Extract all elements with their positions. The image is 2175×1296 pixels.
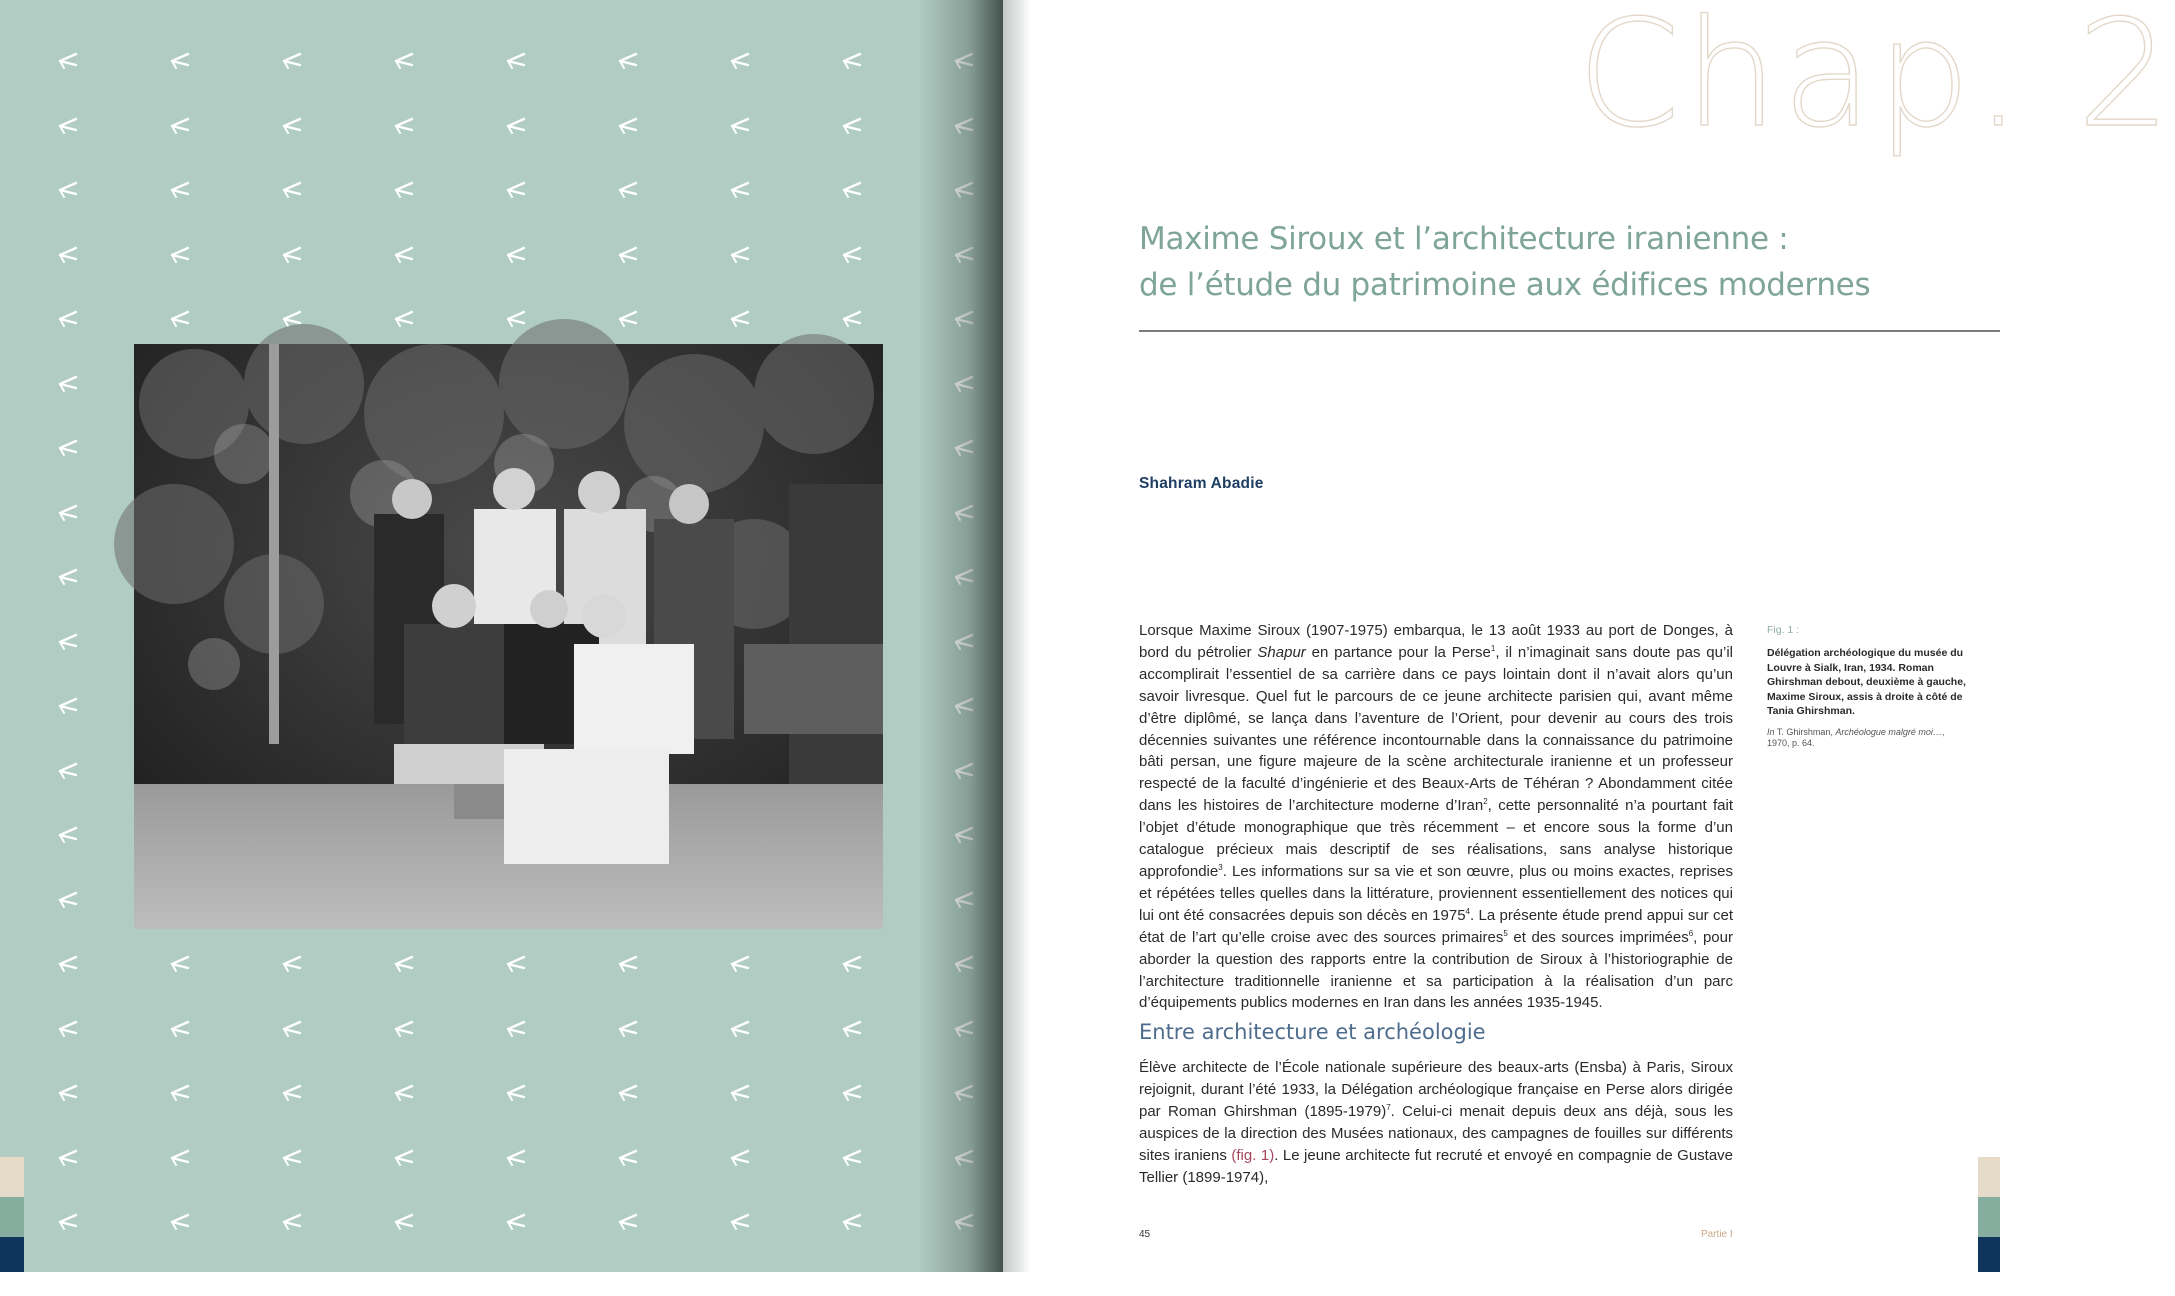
chevron-left-icon bbox=[504, 1020, 528, 1038]
color-swatch-navy bbox=[1978, 1237, 2000, 1272]
chevron-left-icon bbox=[56, 762, 80, 780]
chevron-left-icon bbox=[840, 1020, 864, 1038]
chevron-left-icon bbox=[392, 246, 416, 264]
left-page bbox=[0, 0, 1003, 1272]
footnote-ref[interactable]: 2 bbox=[1483, 797, 1488, 807]
chevron-left-icon bbox=[952, 1084, 976, 1102]
chevron-left-icon bbox=[952, 568, 976, 586]
chevron-left-icon bbox=[168, 1084, 192, 1102]
chevron-left-icon bbox=[952, 1020, 976, 1038]
author-name: Shahram Abadie bbox=[1139, 475, 1264, 492]
chevron-left-icon bbox=[168, 1020, 192, 1038]
chevron-left-icon bbox=[56, 1084, 80, 1102]
text-run: et des sources imprimées bbox=[1507, 928, 1689, 946]
chevron-left-icon bbox=[56, 117, 80, 135]
footnote-ref[interactable]: 4 bbox=[1465, 906, 1470, 916]
color-swatch-cream bbox=[0, 1157, 24, 1197]
chevron-left-icon bbox=[392, 1278, 416, 1296]
chevron-left-icon bbox=[616, 1278, 640, 1296]
footnote-ref[interactable]: 7 bbox=[1386, 1102, 1391, 1112]
chevron-left-icon bbox=[952, 52, 976, 70]
chevron-left-icon bbox=[840, 1084, 864, 1102]
chevron-left-icon bbox=[952, 1149, 976, 1167]
page-fold-shadow bbox=[1003, 0, 1031, 1272]
chevron-left-icon bbox=[504, 1149, 528, 1167]
chevron-left-icon bbox=[56, 955, 80, 973]
chevron-left-icon bbox=[504, 52, 528, 70]
chevron-left-icon bbox=[616, 1020, 640, 1038]
chevron-left-icon bbox=[840, 52, 864, 70]
chevron-left-icon bbox=[952, 504, 976, 522]
chevron-left-icon bbox=[392, 1213, 416, 1231]
chevron-left-icon bbox=[168, 1278, 192, 1296]
chevron-left-icon bbox=[56, 181, 80, 199]
chevron-left-icon bbox=[952, 633, 976, 651]
chevron-left-icon bbox=[280, 117, 304, 135]
title-line-2: de l’étude du patrimoine aux édifices modernes bbox=[1139, 267, 1871, 303]
chevron-left-icon bbox=[840, 117, 864, 135]
chevron-left-icon bbox=[168, 181, 192, 199]
chevron-left-icon bbox=[952, 826, 976, 844]
text-run: Élève architecte de l’École nationale supérieure des beaux-arts (Ensba) à Paris, Siroux rejoignit, durant l’été 1933, la Délégation archéologique française en Perse alors dirigée par Roman Ghirshman (1895-1979) bbox=[1139, 1059, 1733, 1120]
figure-label: Fig. 1 : bbox=[1767, 624, 1800, 636]
chevron-left-icon bbox=[952, 891, 976, 909]
text-run: en partance pour la Perse bbox=[1305, 643, 1491, 661]
body-paragraph-2 bbox=[1139, 1057, 1733, 1188]
chevron-left-icon bbox=[504, 310, 528, 328]
chevron-left-icon bbox=[616, 181, 640, 199]
chevron-left-icon bbox=[168, 52, 192, 70]
chevron-left-icon bbox=[280, 1213, 304, 1231]
chevron-left-icon bbox=[168, 117, 192, 135]
chevron-left-icon bbox=[56, 697, 80, 715]
chevron-left-icon bbox=[840, 1149, 864, 1167]
chevron-left-icon bbox=[56, 246, 80, 264]
chevron-left-icon bbox=[728, 1149, 752, 1167]
chevron-left-icon bbox=[392, 955, 416, 973]
chevron-left-icon bbox=[952, 762, 976, 780]
chevron-left-icon bbox=[504, 1213, 528, 1231]
chevron-left-icon bbox=[728, 52, 752, 70]
footnote-ref[interactable]: 6 bbox=[1688, 928, 1694, 938]
chevron-left-icon bbox=[616, 310, 640, 328]
chevron-left-icon bbox=[952, 117, 976, 135]
chevron-left-icon bbox=[168, 246, 192, 264]
text-run: . Celui-ci menait depuis deux ans déjà, sous les auspices de la direction des Musées nationaux, des campagnes de fouilles sur différents sites iraniens bbox=[1139, 1102, 1733, 1164]
chevron-left-icon bbox=[616, 246, 640, 264]
figure-caption-block bbox=[1767, 624, 1967, 750]
right-page bbox=[1003, 0, 2175, 1272]
chevron-left-icon bbox=[728, 1213, 752, 1231]
chevron-left-icon bbox=[840, 1278, 864, 1296]
text-run: Lorsque Maxime Siroux (1907-1975) embarqua, le 13 août 1933 au port de Donges, à bord du pétrolier bbox=[1139, 622, 1733, 661]
chevron-left-icon bbox=[616, 955, 640, 973]
chevron-left-icon bbox=[728, 955, 752, 973]
body-paragraph-1 bbox=[1139, 620, 1733, 1014]
chevron-left-icon bbox=[840, 1213, 864, 1231]
text-run: . Les informations sur sa vie et son œuvre, plus ou moins exactes, reprises et répétées telles quelles dans la littérature, proviennent essentiellement des notices qui lui ont été consacrées depuis son décès en 1975 bbox=[1139, 862, 1733, 924]
color-swatch-navy bbox=[0, 1237, 24, 1272]
text-run: , il n’imaginait sans doute pas qu’il accomplirait l’essentiel de sa carrière dans ce pays lointain dont il n’avait alors qu’un savoir livresque. Quel fut le parcours de ce jeune architecte parisien qui, avant même d’être diplômé, se lança dans l’aventure de l’Orient, pour devenir au cours des trois décennies suivantes une référence incontournable dans la connaissance du patrimoine bâti persan, une figure majeure de la scène architecturale iranienne et un professeur respecté de la faculté d’ingénierie et des Beaux-Arts de Téhéran ? Abondamment citée dans les histoires de l’architecture moderne d’Iran bbox=[1139, 643, 1733, 815]
chevron-left-icon bbox=[504, 955, 528, 973]
chevron-left-icon bbox=[56, 1213, 80, 1231]
figure-reference-link[interactable]: (fig. 1) bbox=[1231, 1146, 1275, 1164]
chevron-left-icon bbox=[952, 955, 976, 973]
chevron-left-icon bbox=[56, 633, 80, 651]
chevron-left-icon bbox=[840, 246, 864, 264]
chevron-left-icon bbox=[280, 1020, 304, 1038]
chevron-left-icon bbox=[504, 117, 528, 135]
chevron-left-icon bbox=[616, 117, 640, 135]
chevron-left-icon bbox=[952, 181, 976, 199]
chevron-left-icon bbox=[504, 1084, 528, 1102]
chevron-left-icon bbox=[504, 1278, 528, 1296]
chevron-left-icon bbox=[56, 310, 80, 328]
credit-author: T. Ghirshman, bbox=[1774, 726, 1836, 737]
chevron-left-icon bbox=[728, 310, 752, 328]
chevron-left-icon bbox=[56, 52, 80, 70]
chevron-left-icon bbox=[952, 246, 976, 264]
credit-prefix: In bbox=[1767, 726, 1775, 737]
chevron-left-icon bbox=[952, 310, 976, 328]
chevron-left-icon bbox=[728, 1278, 752, 1296]
chevron-left-icon bbox=[280, 955, 304, 973]
chevron-left-icon bbox=[840, 310, 864, 328]
credit-title: Archéologue malgré moi… bbox=[1835, 726, 1942, 737]
chevron-left-icon bbox=[728, 246, 752, 264]
chevron-left-icon bbox=[56, 891, 80, 909]
text-run: . Le jeune architecte fut recruté et envoyé en compagnie de Gustave Tellier (1899-1974), bbox=[1139, 1146, 1734, 1186]
text-run: . La présente étude prend appui sur cet état de l’art qu’elle croise avec des sources primaires bbox=[1139, 906, 1733, 946]
chevron-left-icon bbox=[952, 697, 976, 715]
text-run: , pour aborder la question des rapports entre la contribution de Siroux à l’historiographie de l’architecture traditionnelle iranienne et sa participation à la réalisation d’un parc d’équipements publics modernes en Iran dans les années 1935-1945. bbox=[1139, 928, 1733, 1012]
footnote-ref[interactable]: 5 bbox=[1503, 928, 1508, 938]
chevron-left-icon bbox=[168, 1213, 192, 1231]
chevron-left-icon bbox=[56, 1149, 80, 1167]
color-swatch-cream bbox=[1978, 1157, 2000, 1197]
chevron-left-icon bbox=[56, 504, 80, 522]
section-heading: Entre architecture et archéologie bbox=[1139, 1020, 1486, 1044]
chevron-left-icon bbox=[56, 1020, 80, 1038]
chevron-left-icon bbox=[728, 181, 752, 199]
ship-name: Shapur bbox=[1257, 643, 1306, 661]
chevron-left-icon bbox=[392, 310, 416, 328]
chevron-left-icon bbox=[504, 246, 528, 264]
chevron-left-icon bbox=[280, 181, 304, 199]
chevron-left-icon bbox=[728, 1084, 752, 1102]
chevron-left-icon bbox=[840, 955, 864, 973]
figure-caption: Délégation archéologique du musée du Louvre à Sialk, Iran, 1934. Roman Ghirshman debout, deuxième à gauche, Maxime Siroux, assis à droite à côté de Tania Ghirshman. bbox=[1767, 647, 1966, 718]
chevron-left-icon bbox=[56, 375, 80, 393]
title-line-1: Maxime Siroux et l’architecture iranienne : bbox=[1139, 221, 1789, 257]
chapter-number: Chap. 2 bbox=[1577, 0, 2175, 160]
chevron-left-icon bbox=[616, 1213, 640, 1231]
part-label: Partie I bbox=[1701, 1229, 1733, 1240]
chevron-left-icon bbox=[952, 1278, 976, 1296]
chevron-left-icon bbox=[616, 52, 640, 70]
chevron-left-icon bbox=[392, 52, 416, 70]
chevron-left-icon bbox=[504, 181, 528, 199]
footnote-ref[interactable]: 1 bbox=[1490, 643, 1496, 653]
chevron-left-icon bbox=[392, 117, 416, 135]
title-divider bbox=[1139, 330, 2000, 332]
chevron-left-icon bbox=[280, 1278, 304, 1296]
archaeological-delegation-photo bbox=[134, 344, 883, 929]
chevron-left-icon bbox=[56, 1278, 80, 1296]
chevron-left-icon bbox=[392, 181, 416, 199]
text-run: , cette personnalité n’a pourtant fait l’objet d’étude monographique que très récemment – et encore sous la forme d’un catalogue précieux mais descriptif de ses réalisations, sans analyse historique approfondie bbox=[1139, 797, 1733, 880]
chevron-left-icon bbox=[616, 1084, 640, 1102]
figure-credit bbox=[1767, 727, 1967, 750]
article-title bbox=[1139, 216, 1939, 308]
color-swatch-green bbox=[1978, 1197, 2000, 1237]
chevron-left-icon bbox=[392, 1020, 416, 1038]
chevron-left-icon bbox=[952, 375, 976, 393]
color-swatch-green bbox=[0, 1197, 24, 1237]
chevron-left-icon bbox=[616, 1149, 640, 1167]
footnote-ref[interactable]: 3 bbox=[1218, 862, 1223, 872]
chevron-left-icon bbox=[56, 568, 80, 586]
chevron-left-icon bbox=[392, 1084, 416, 1102]
chevron-left-icon bbox=[168, 310, 192, 328]
chevron-left-icon bbox=[280, 246, 304, 264]
chevron-left-icon bbox=[728, 117, 752, 135]
chevron-left-icon bbox=[56, 826, 80, 844]
page-number: 45 bbox=[1139, 1229, 1151, 1240]
chevron-left-icon bbox=[728, 1020, 752, 1038]
chevron-left-icon bbox=[280, 1149, 304, 1167]
credit-suffix: , 1970, p. 64. bbox=[1767, 726, 1945, 749]
chevron-left-icon bbox=[168, 955, 192, 973]
chevron-left-icon bbox=[280, 52, 304, 70]
chevron-left-icon bbox=[392, 1149, 416, 1167]
chevron-left-icon bbox=[952, 439, 976, 457]
chevron-left-icon bbox=[280, 1084, 304, 1102]
chevron-left-icon bbox=[952, 1213, 976, 1231]
chevron-left-icon bbox=[168, 1149, 192, 1167]
chevron-left-icon bbox=[840, 181, 864, 199]
chevron-left-icon bbox=[56, 439, 80, 457]
